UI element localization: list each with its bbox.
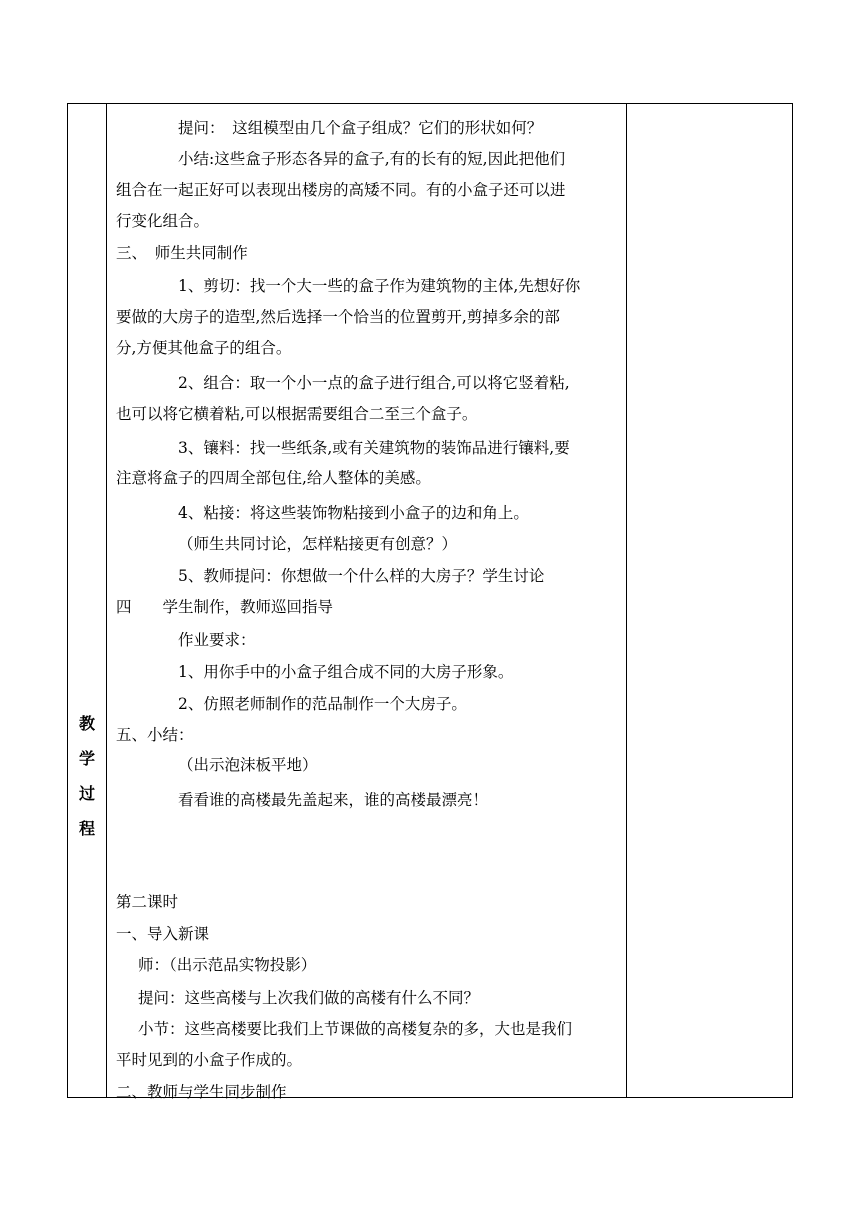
text-line: 组合在一起正好可以表现出楼房的高矮不同。有的小盒子还可以进: [116, 181, 566, 199]
requirement-line: 1、用你手中的小盒子组合成不同的大房子形象。: [178, 663, 514, 681]
side-char: 学: [78, 749, 95, 768]
side-char: 过: [78, 784, 95, 803]
text-line: 注意将盒子的四周全部包住,给人整体的美感。: [116, 469, 431, 487]
text-line: 分,方便其他盒子的组合。: [116, 339, 292, 357]
side-char: 教: [78, 714, 95, 733]
step-line: 2、组合：取一个小一点的盒子进行组合,可以将它竖着粘,: [178, 374, 570, 392]
section-heading: 三、 师生共同制作: [116, 244, 248, 262]
text-line: 行变化组合。: [116, 212, 210, 230]
text-line: 看看谁的高楼最先盖起来，谁的高楼最漂亮！: [178, 791, 489, 809]
column-divider-left: [106, 104, 107, 1097]
lesson-table: [67, 103, 793, 1101]
text-line: 小节：这些高楼要比我们上节课做的高楼复杂的多，大也是我们: [138, 1020, 573, 1038]
text-line: 也可以将它横着粘,可以根据需要组合二至三个盒子。: [116, 405, 478, 423]
question-line: 提问： 这组模型由几个盒子组成？它们的形状如何？: [178, 119, 543, 137]
section-heading: 第二课时: [116, 893, 179, 911]
section-heading: 五、小结：: [116, 726, 194, 744]
discussion-line: （师生共同讨论，怎样粘接更有创意？）: [178, 535, 458, 553]
text-line: 平时见到的小盒子作成的。: [116, 1051, 303, 1069]
column-divider-right: [626, 104, 627, 1097]
text-line: 要做的大房子的造型,然后选择一个恰当的位置剪开,剪掉多余的部: [116, 308, 560, 326]
text-line: 提问：这些高楼与上次我们做的高楼有什么不同？: [138, 989, 480, 1007]
step-line: 3、镶料：找一些纸条,或有关建筑物的装饰品进行镶料,要: [178, 439, 570, 457]
section-heading: 二、教师与学生同步制作: [116, 1083, 287, 1101]
text-line: （出示泡沫板平地）: [178, 756, 318, 774]
step-line: 4、粘接：将这些装饰物粘接到小盒子的边和角上。: [178, 504, 529, 522]
text-line: 作业要求：: [178, 631, 256, 649]
text-line: 师：（出示范品实物投影）: [138, 956, 317, 974]
teaching-process-label: [68, 716, 106, 856]
side-char: 程: [78, 819, 95, 838]
section-heading: 四 学生制作，教师巡回指导: [116, 598, 334, 616]
section-heading: 一、导入新课: [116, 925, 210, 943]
step-line: 1、剪切：找一个大一些的盒子作为建筑物的主体,先想好你: [178, 277, 581, 295]
requirement-line: 2、仿照老师制作的范品制作一个大房子。: [178, 695, 467, 713]
summary-line: 小结:这些盒子形态各异的盒子,有的长有的短,因此把他们: [178, 150, 566, 168]
step-line: 5、教师提问：你想做一个什么样的大房子？学生讨论: [178, 567, 545, 585]
